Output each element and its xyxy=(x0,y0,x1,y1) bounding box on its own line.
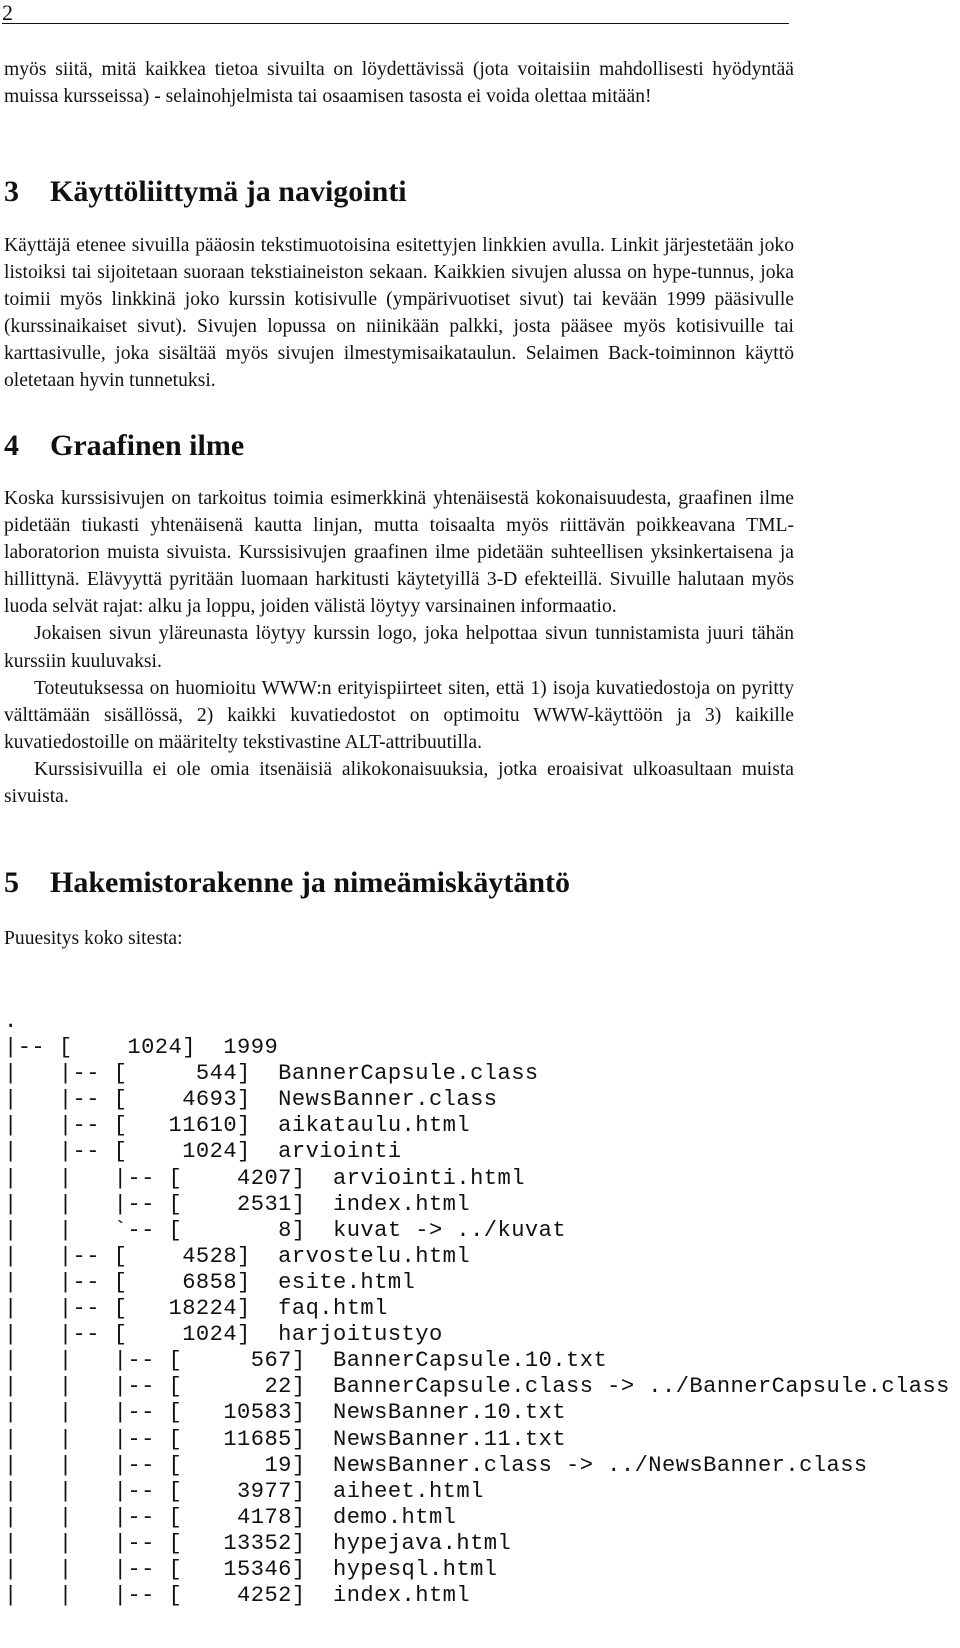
section-5-title: Hakemistorakenne ja nimeämiskäytäntö xyxy=(50,866,570,899)
section-3-paragraph: Käyttäjä etenee sivuilla pääosin tekstimuotoisina esitettyjen linkkien avulla. Linkit järjestetään joko listoiksi tai sijoitetaan suoraan tekstiaineiston sekaan. Kaikkien sivujen alussa on hype-tunnus, joka toimii myös linkkinä joko kurssin kotisivulle (ympärivuotiset sivut) tai kevään 1999 pääsivulle (kurssinaikaiset sivut). Sivujen lopussa on niinikään palkki, josta pääsee myös kotisivuille tai karttasivulle, joka sisältää myös sivujen ilmestymisaikataulun. Selaimen Back-toiminnon käyttö oletetaan hyvin tunnetuksi. xyxy=(4,235,794,392)
tree-line: | |-- [ 18224] faq.html xyxy=(4,1296,388,1322)
tree-line: | | |-- [ 22] BannerCapsule.class -> ../BannerCapsule.class xyxy=(4,1374,950,1400)
tree-line: |-- [ 1024] 1999 xyxy=(4,1035,279,1061)
tree-line: | | |-- [ 13352] hypejava.html xyxy=(4,1530,512,1556)
tree-line: | |-- [ 11610] aikataulu.html xyxy=(4,1113,471,1139)
tree-line: | | |-- [ 19] NewsBanner.class -> ../NewsBanner.class xyxy=(4,1452,868,1478)
section-3-number: 3 xyxy=(4,175,19,208)
tree-line: | | `-- [ 8] kuvat -> ../kuvat xyxy=(4,1217,567,1243)
tree-line: | | |-- [ 3977] aiheet.html xyxy=(4,1478,484,1504)
top-paragraph: myös siitä, mitä kaikkea tietoa sivuilta on löydettävissä (jota voitaisiin mahdollisesti hyödyntää muissa kursseissa) - selainohjelmista tai osaamisen tasosta ei voida olettaa mitään! xyxy=(4,59,794,108)
tree-line: | | |-- [ 567] BannerCapsule.10.txt xyxy=(4,1348,608,1374)
tree-line: | |-- [ 6858] esite.html xyxy=(4,1269,416,1295)
section-4-number: 4 xyxy=(4,429,19,462)
tree-line: . xyxy=(4,1009,18,1034)
section-4-body xyxy=(4,485,794,810)
section-4-paragraph-1: Koska kurssisivujen on tarkoitus toimia esimerkkinä yhtenäisestä kokonaisuudesta, graafinen ilme pidetään tiukasti yhtenäisenä kautta linjan, mutta toisaalta myös riittävän poikkeavana TML-laboratorion muista sivuista. Kurssisivujen graafinen ilme pidetään suhteellisen yksinkertaisena ja hillittynä. Elävyyttä pyritään luomaan harkitusti käytetyillä 3-D efekteillä. Sivuille halutaan myös luoda selvät rajat: alku ja loppu, joiden välistä löytyy varsinainen informaatio. xyxy=(4,488,794,618)
page-number: 2 xyxy=(2,0,13,25)
top-paragraph-block xyxy=(4,56,794,110)
tree-line: | | |-- [ 4252] index.html xyxy=(4,1583,471,1609)
tree-line: | | |-- [ 11685] NewsBanner.11.txt xyxy=(4,1426,567,1452)
section-5-number: 5 xyxy=(4,866,19,899)
section-4-title: Graafinen ilme xyxy=(50,429,245,462)
section-3-title: Käyttöliittymä ja navigointi xyxy=(50,175,407,208)
tree-line: | | |-- [ 4178] demo.html xyxy=(4,1504,457,1530)
tree-line: | |-- [ 4528] arvostelu.html xyxy=(4,1243,471,1269)
tree-line: | | |-- [ 2531] index.html xyxy=(4,1191,471,1217)
tree-line: | |-- [ 1024] arviointi xyxy=(4,1139,402,1165)
tree-line: | |-- [ 4693] NewsBanner.class xyxy=(4,1087,498,1113)
section-4-paragraph-3: Toteutuksessa on huomioitu WWW:n erityispiirteet siten, että 1) isoja kuvatiedostoja on pyritty välttämään sisällössä, 2) kaikki kuvatiedostot on optimoitu WWW-käyttöön ja 3) kaikille kuvatiedostoille on määritelty tekstivastine ALT-attribuutilla. xyxy=(4,677,794,753)
header-rule xyxy=(2,23,789,24)
tree-line: | | |-- [ 4207] arviointi.html xyxy=(4,1165,525,1191)
tree-line: | | |-- [ 15346] hypesql.html xyxy=(4,1556,498,1582)
directory-tree xyxy=(4,1009,950,1609)
tree-line: | |-- [ 1024] harjoitustyo xyxy=(4,1322,443,1348)
tree-line: | |-- [ 544] BannerCapsule.class xyxy=(4,1061,539,1087)
section-3-body xyxy=(4,232,794,395)
tree-line: | | |-- [ 10583] NewsBanner.10.txt xyxy=(4,1400,567,1426)
section-5-intro: Puuesitys koko sitesta: xyxy=(4,928,183,949)
section-4-paragraph-2: Jokaisen sivun yläreunasta löytyy kurssin logo, joka helpottaa sivun tunnistamista juuri tähän kurssiin kuuluvaksi. xyxy=(4,623,794,672)
section-4-paragraph-4: Kurssisivuilla ei ole omia itsenäisiä alikokonaisuuksia, jotka eroaisivat ulkoasultaan muista sivuista. xyxy=(4,758,794,808)
section-5-heading xyxy=(4,865,570,901)
section-3-heading xyxy=(4,174,407,210)
section-4-heading xyxy=(4,428,244,464)
